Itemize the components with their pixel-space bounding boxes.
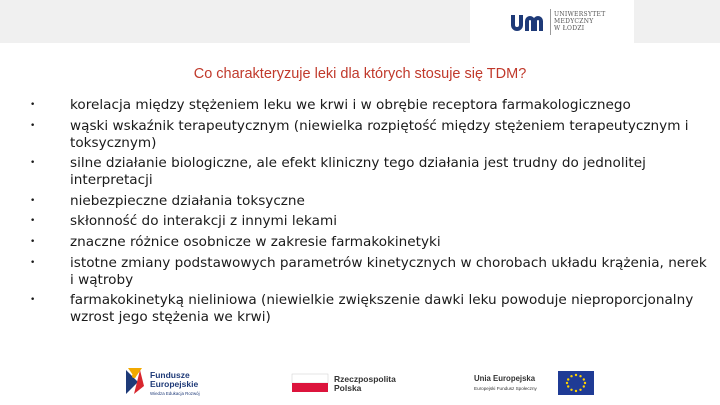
bullet-text: korelacja między stężeniem leku we krwi i w obrębie receptora farmakologicznego — [70, 97, 631, 113]
logo-line-2: MEDYCZNY — [554, 18, 594, 25]
bullet-item — [30, 255, 710, 289]
logo-line-1: UNIWERSYTET — [554, 11, 606, 18]
um-logo-icon — [508, 9, 548, 35]
fe-line-2: Europejskie — [150, 379, 199, 389]
bullet-text: znaczne różnice osobnicze w zakresie farmakokinetyki — [70, 233, 441, 250]
bullet-item — [30, 118, 710, 152]
logo-line-3: W ŁODZI — [554, 25, 585, 32]
bullet-item — [30, 234, 710, 251]
ue-line-1: Unia Europejska — [474, 374, 536, 383]
bullet-icon: • — [30, 295, 36, 306]
bullet-item — [30, 155, 710, 189]
fundusze-europejskie-logo — [124, 366, 224, 398]
bullet-item — [30, 213, 710, 230]
bullet-icon: • — [30, 216, 36, 227]
rp-line-2: Polska — [334, 383, 362, 393]
bullet-item — [30, 193, 710, 210]
logo-text — [554, 11, 606, 32]
bullet-text: silne działanie biologiczne, ale efekt kliniczny tego działania jest trudny do jednolitej interpretacji — [70, 155, 646, 189]
fe-line-1: Fundusze — [150, 370, 190, 380]
bullet-icon: • — [30, 195, 36, 206]
fe-line-3: Wiedza Edukacja Rozwój — [150, 391, 200, 396]
bullet-text: istotne zmiany podstawowych parametrów kinetycznych w chorobach układu krążenia, nerek i wątroby — [70, 254, 707, 288]
ue-line-2: Europejski Fundusz Społeczny — [474, 386, 537, 391]
bullet-icon: • — [30, 158, 36, 169]
bullet-icon: • — [30, 257, 36, 268]
bullet-text: niebezpieczne działania toksyczne — [70, 192, 305, 209]
bullet-icon: • — [30, 100, 36, 110]
footer-logos — [0, 358, 720, 405]
rzeczpospolita-polska-logo — [290, 368, 400, 398]
bullet-item — [30, 292, 710, 326]
slide-title: Co charakteryzuje leki dla których stosuje się TDM? — [193, 66, 527, 82]
bullet-text: wąski wskaźnik terapeutycznym (niewielka rozpiętość między stężeniem terapeutycznym i toksycznym) — [70, 117, 689, 151]
bullet-text: farmakokinetyką nieliniowa (niewielkie zwiększenie dawki leku powoduje nieproporcjonalny wzrost jego stężenia we krwi) — [70, 292, 694, 326]
bullet-item — [30, 97, 710, 114]
bullet-list — [30, 97, 710, 330]
bullet-icon: • — [30, 120, 36, 131]
bullet-icon: • — [30, 236, 36, 247]
bullet-text: skłonność do interakcji z innymi lekami — [70, 213, 338, 230]
logo-divider — [550, 9, 551, 35]
unia-europejska-logo — [474, 368, 596, 398]
rp-line-1: Rzeczpospolita — [334, 374, 396, 384]
university-logo — [470, 0, 634, 43]
